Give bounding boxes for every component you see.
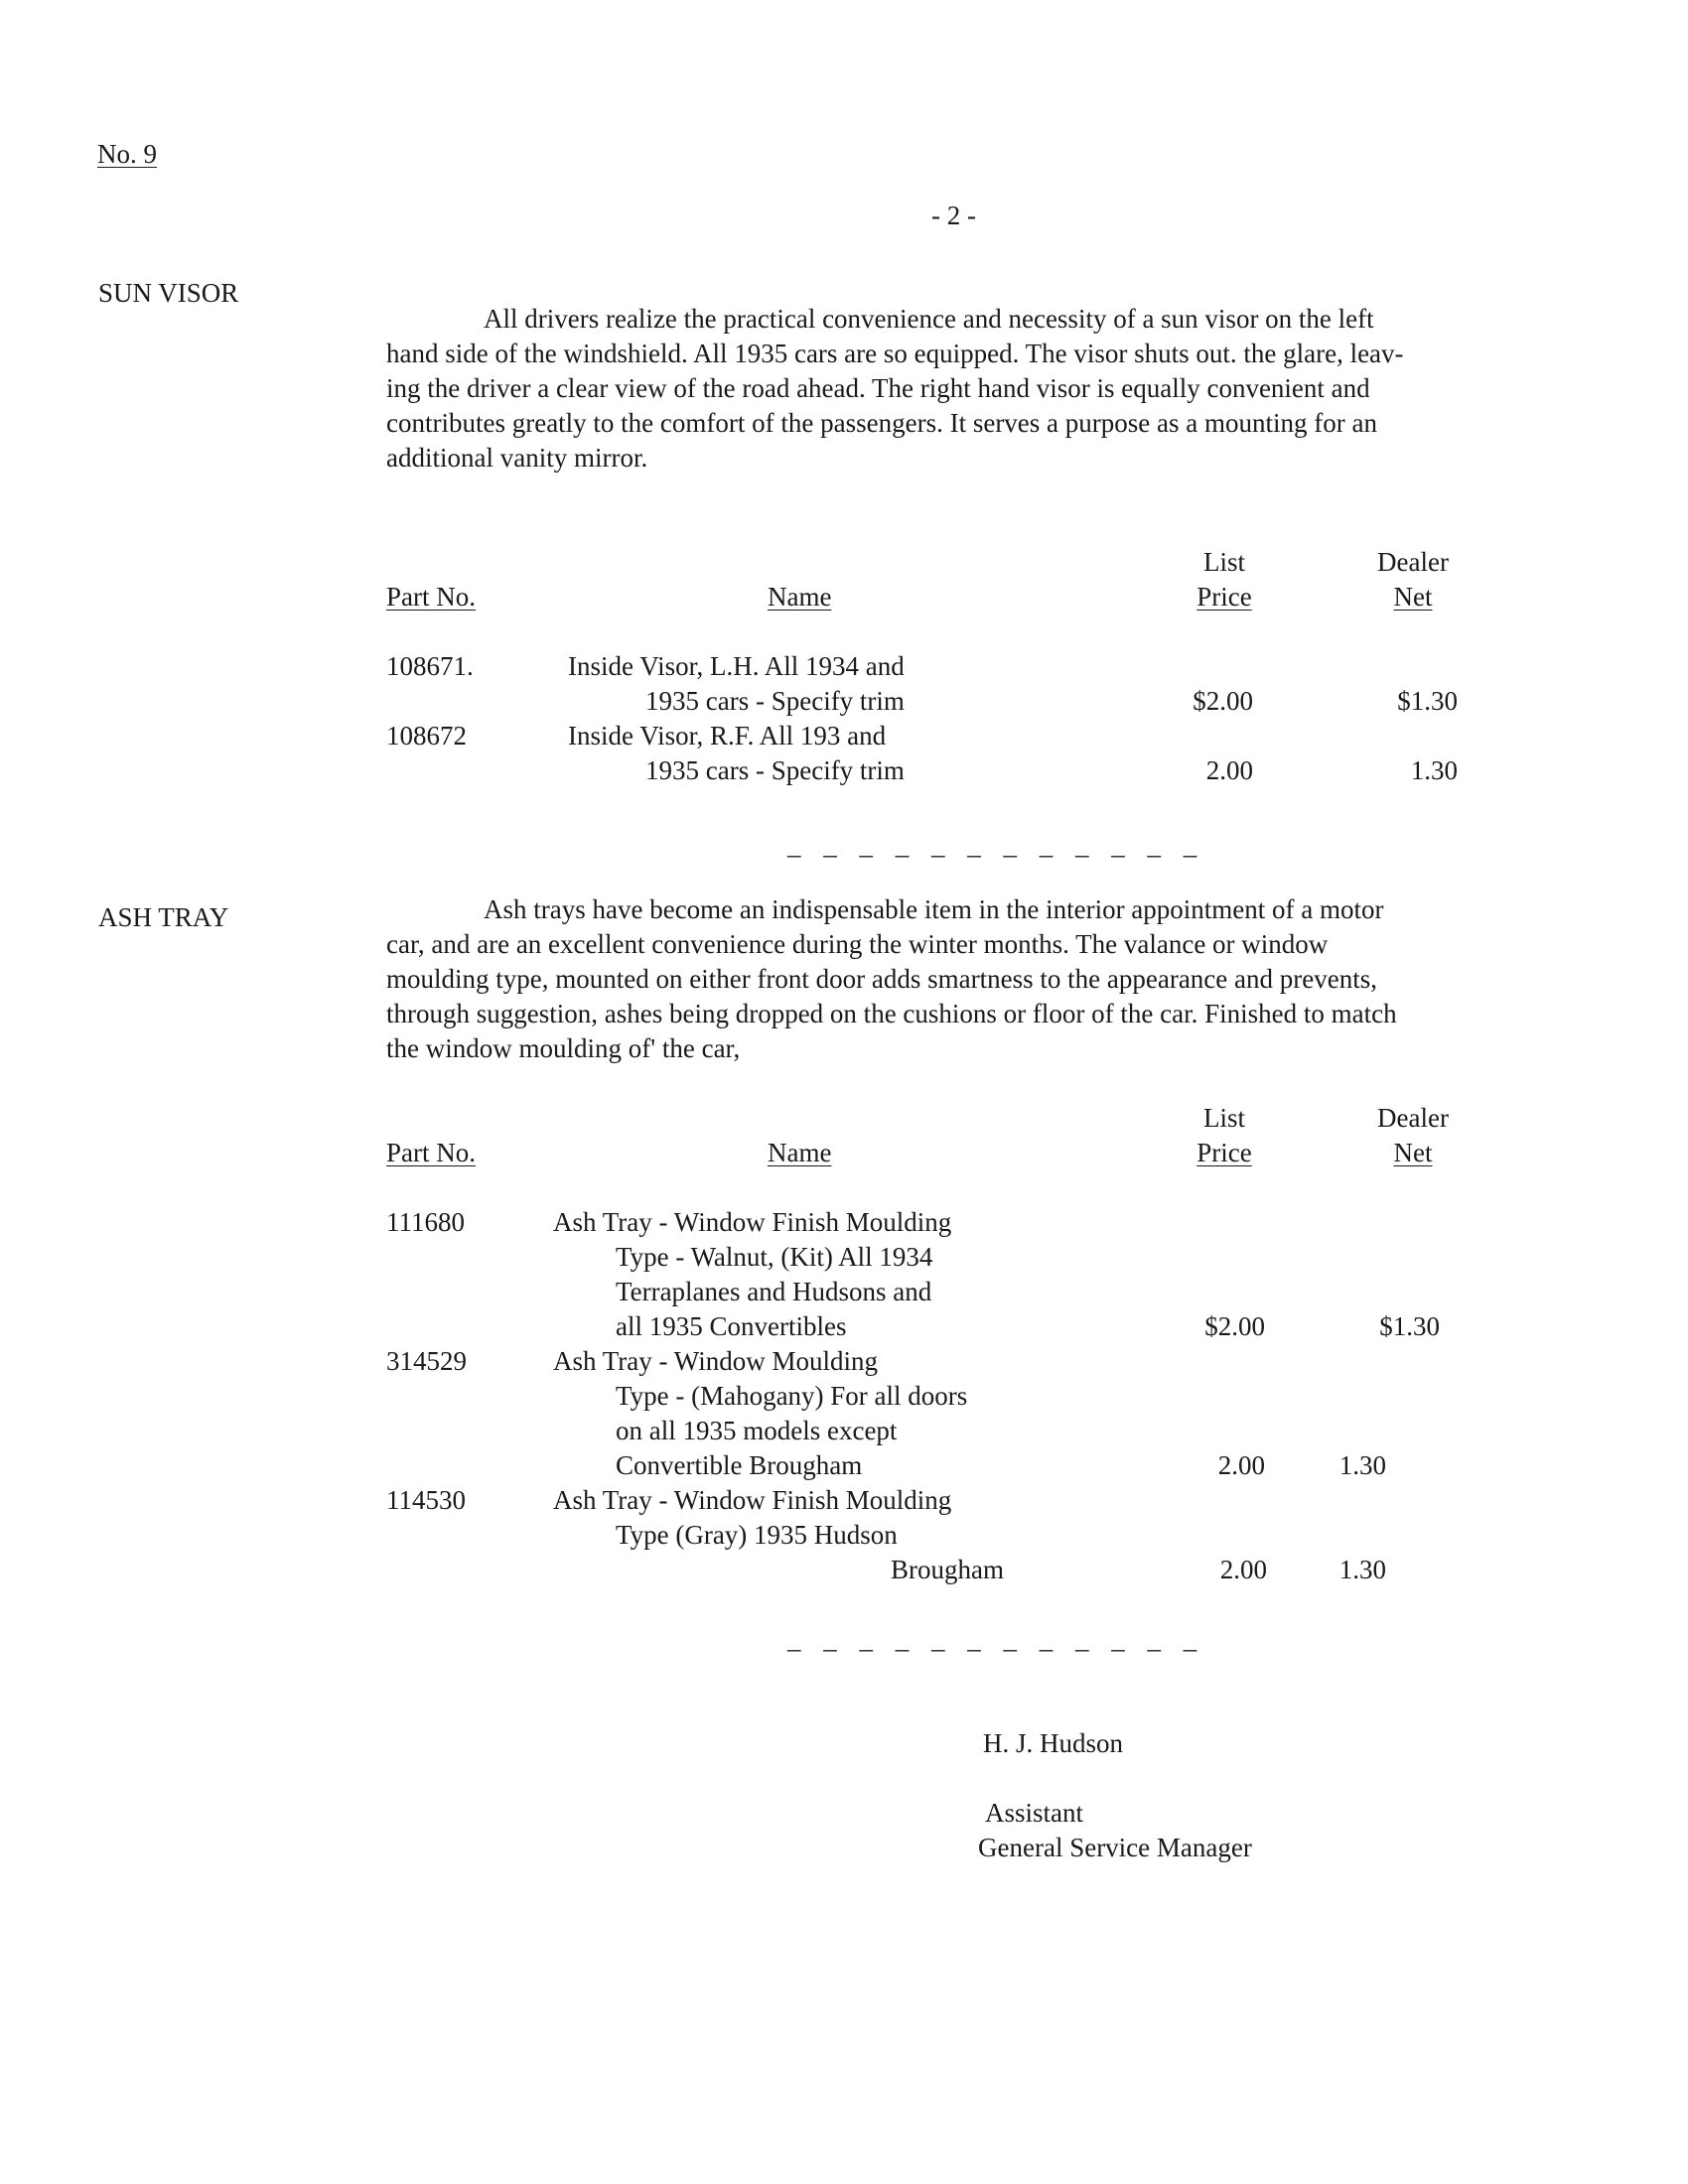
list-price: $2.00 (1204, 1311, 1265, 1341)
dealer-net: $1.30 (1379, 1311, 1440, 1341)
signature-title-2: General Service Manager (978, 1833, 1252, 1862)
section-separator: _ _ _ _ _ _ _ _ _ _ _ _ (787, 1624, 1205, 1654)
paragraph-line: Ash trays have become an indispensable item in the interior appointment of a motor (484, 894, 1384, 924)
paragraph-line: the window moulding of' the car, (386, 1033, 741, 1063)
paragraph-line: ing the driver a clear view of the road ahead. The right hand visor is equally convenient and (386, 373, 1370, 403)
part-name-line: all 1935 Convertibles (616, 1311, 847, 1341)
part-name-line: Inside Visor, R.F. All 193 and (568, 721, 887, 751)
col-header-dealer-2: Net (1393, 582, 1433, 612)
section-separator: _ _ _ _ _ _ _ _ _ _ _ _ (787, 830, 1205, 860)
dealer-net: 1.30 (1410, 755, 1458, 785)
paragraph-line: hand side of the windshield. All 1935 cars are so equipped. The visor shuts out. the glare, leav- (386, 339, 1404, 368)
col-header-dealer-1: Dealer (1377, 1103, 1449, 1133)
document-number: No. 9 (97, 139, 157, 169)
col-header-part-no: Part No. (386, 1138, 476, 1167)
paragraph-line: additional vanity mirror. (386, 443, 648, 473)
dealer-net: 1.30 (1338, 1450, 1386, 1480)
col-header-list-2: Price (1196, 1138, 1252, 1167)
col-header-dealer-1: Dealer (1377, 547, 1449, 577)
col-header-name: Name (768, 1138, 832, 1167)
col-header-list-1: List (1202, 1103, 1245, 1133)
section-heading-ash-tray: ASH TRAY (98, 902, 229, 932)
signature-title-1: Assistant (985, 1798, 1084, 1828)
col-header-list-2: Price (1196, 582, 1252, 612)
part-name-line: 1935 cars - Specify trim (645, 755, 905, 785)
part-number: 114530 (386, 1485, 466, 1515)
part-name-line: Type - Walnut, (Kit) All 1934 (616, 1242, 933, 1272)
part-number: 108671. (386, 651, 474, 681)
part-name-line: Type (Gray) 1935 Hudson (616, 1520, 898, 1550)
part-name-line: Brougham (891, 1555, 1004, 1584)
list-price: 2.00 (1217, 1450, 1265, 1480)
list-price: 2.00 (1205, 755, 1253, 785)
part-name-line: Ash Tray - Window Finish Moulding (553, 1485, 952, 1515)
col-header-name: Name (768, 582, 832, 612)
part-name-line: 1935 cars - Specify trim (645, 686, 905, 716)
signature-name: H. J. Hudson (983, 1728, 1124, 1758)
part-name-line: Convertible Brougham (616, 1450, 863, 1480)
page-number: - 2 - (931, 201, 976, 230)
part-name-line: Terraplanes and Hudsons and (616, 1277, 932, 1306)
paragraph-line: car, and are an excellent convenience during the winter months. The valance or window (386, 929, 1329, 959)
part-name-line: on all 1935 models except (616, 1416, 898, 1445)
dealer-net: $1.30 (1397, 686, 1458, 716)
part-number: 111680 (386, 1207, 465, 1237)
paragraph-line: All drivers realize the practical convenience and necessity of a sun visor on the left (484, 304, 1374, 334)
part-name-line: Inside Visor, L.H. All 1934 and (568, 651, 905, 681)
col-header-list-1: List (1202, 547, 1245, 577)
col-header-part-no: Part No. (386, 582, 476, 612)
part-name-line: Type - (Mahogany) For all doors (616, 1381, 968, 1411)
dealer-net: 1.30 (1338, 1555, 1386, 1584)
paragraph-line: moulding type, mounted on either front door adds smartness to the appearance and prevents, (386, 964, 1377, 994)
ash-tray-paragraph (386, 892, 1538, 1066)
part-number: 314529 (386, 1346, 467, 1376)
part-number: 108672 (386, 721, 467, 751)
section-heading-sun-visor: SUN VISOR (98, 278, 239, 308)
paragraph-line: contributes greatly to the comfort of the passengers. It serves a purpose as a mounting for an (386, 408, 1377, 438)
part-name-line: Ash Tray - Window Finish Moulding (553, 1207, 952, 1237)
sun-visor-paragraph (386, 302, 1538, 476)
paragraph-line: through suggestion, ashes being dropped on the cushions or floor of the car. Finished to match (386, 999, 1397, 1028)
part-name-line: Ash Tray - Window Moulding (553, 1346, 878, 1376)
list-price: $2.00 (1193, 686, 1253, 716)
col-header-dealer-2: Net (1393, 1138, 1433, 1167)
list-price: 2.00 (1219, 1555, 1267, 1584)
